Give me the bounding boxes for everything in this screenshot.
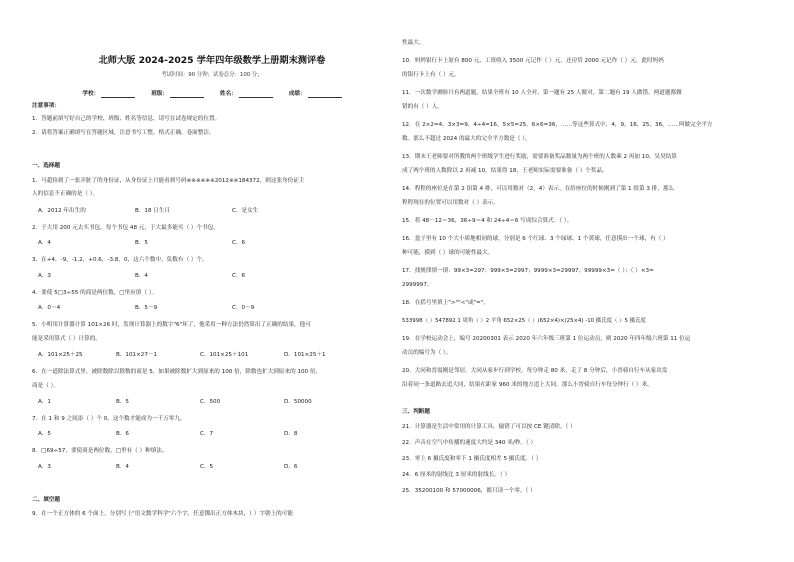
question-7: 7．在 1 和 9 之间添（ ）个 0，这个数才能成为一千万零九。 bbox=[32, 416, 186, 422]
option-c[interactable]: C．6 bbox=[232, 240, 246, 246]
option-b[interactable]: B．18 日生日 bbox=[135, 208, 171, 214]
option-d[interactable]: D．50000 bbox=[284, 399, 312, 405]
question-1-cont: 人的信息不正确的是（ ）。 bbox=[32, 191, 99, 197]
question-13-cont: 成了两个班的人数除以 2 再减 10，结果得 18，王老师实际需要准备（ ）个奖品。 bbox=[402, 168, 608, 174]
section-choice: 一、选择题 bbox=[32, 163, 60, 169]
question-12: 12．在 2×2=4，3×3=9，4÷4=16，5×5=25，6×6=36，……等这些算式中，4，9，16，25，36，……叫做完全平方 bbox=[402, 122, 713, 128]
option-a[interactable]: A．4 bbox=[38, 240, 51, 246]
page-title: 北师大版 2024-2025 学年四年级数学上册期末测评卷 bbox=[98, 55, 326, 66]
question-9: 9．在一个正方体的 6 个面上，分别写上"语文数学科学"六个字，任意掷出正方体木块，（ ）字朝上的可能 bbox=[32, 511, 293, 517]
notice-heading: 注意事项： bbox=[32, 103, 60, 109]
name-field[interactable]: 姓名： bbox=[220, 91, 273, 98]
question-4: 4．要使 5□3÷55 的商是两位数，□里应填（ ）。 bbox=[32, 290, 158, 296]
option-d[interactable]: D．8 bbox=[284, 431, 298, 437]
option-c[interactable]: C．101×25＋101 bbox=[200, 352, 249, 358]
question-17: 17．找规律填一填：99×3=297；999×3=2997；9999×3=29997；99999×3=（ ）；（ ）×3= bbox=[402, 268, 654, 274]
section-true-false: 三、判断题 bbox=[402, 409, 430, 415]
option-a[interactable]: A．3 bbox=[38, 273, 51, 279]
option-c[interactable]: C．6 bbox=[232, 273, 246, 279]
question-24: 24．6 厘米的射线比 3 厘米的射线长。（ ） bbox=[402, 472, 511, 478]
question-14: 14．程程的座位是在第 2 组第 4 排，可以用数对（2，4）表示，在给座位的时候刚到了第 1 组第 3 排，那么 bbox=[402, 186, 675, 192]
option-b[interactable]: B．5 bbox=[116, 399, 129, 405]
question-9-cont: 性最大。 bbox=[402, 40, 425, 46]
question-5-cont: 能是采用算式（ ）计算的。 bbox=[32, 336, 101, 342]
question-19-cont: 动员的编号为（ ）。 bbox=[402, 350, 452, 356]
question-11: 11．一次数学测验只有两道题，结果全班有 10 人全对，第一题有 25 人做对，第二题有 19 人做错，两道题都做 bbox=[402, 90, 682, 96]
question-8-options bbox=[38, 464, 297, 471]
question-4-options bbox=[38, 305, 254, 312]
question-7-options bbox=[38, 431, 297, 438]
option-d[interactable]: D．101×25＋1 bbox=[284, 352, 326, 358]
left-column bbox=[32, 0, 392, 562]
option-c[interactable]: C．5 bbox=[200, 464, 214, 470]
question-3-options bbox=[38, 273, 245, 280]
right-column bbox=[402, 0, 774, 562]
option-a[interactable]: A．1 bbox=[38, 399, 51, 405]
student-info-fields bbox=[32, 91, 392, 98]
question-21: 21．计算器是生活中常用的计算工具，输错了可以按 CE 键清除。（ ） bbox=[402, 424, 576, 430]
question-16-cont: 种可能，摸到（ ）球的可能性最大。 bbox=[402, 250, 494, 256]
question-20: 20．大同和晋震刚是邻居。大同从家步行到学校，每分钟走 80 米，走了 8 分钟后，小晋骑自行车从家出发 bbox=[402, 368, 668, 374]
question-23: 23．零上 6 摄氏度和零下 1 摄氏度相差 5 摄氏度。（ ） bbox=[402, 456, 542, 462]
option-d[interactable]: D．6 bbox=[284, 464, 298, 470]
section-fill-in: 二、填空题 bbox=[32, 497, 60, 503]
option-c[interactable]: C．是女生 bbox=[232, 208, 259, 214]
question-13: 13．期末王老师要对所教的两个班级学生进行奖励，需要准备奖品数量为两个班的人数乘 2 再加 10，吴昊结算 bbox=[402, 154, 677, 160]
question-8: 8．□69÷57，要使商是两位数，□里有（ ）种填法。 bbox=[32, 448, 168, 454]
question-18-items: 533998（ ）547892 1 周角（ ）2 平角 652×25（ ）(652×4)×(25×4) -10 摄氏度（ ）5 摄氏度 bbox=[402, 318, 646, 324]
question-18: 18．在括号里填上">""<"或"="。 bbox=[402, 300, 489, 306]
option-b[interactable]: B．6 bbox=[116, 431, 129, 437]
option-a[interactable]: A．5 bbox=[38, 431, 51, 437]
school-field[interactable]: 学校： bbox=[82, 91, 135, 98]
question-14-cont: 程程现在的位置可以用数对（ ）表示。 bbox=[402, 200, 499, 206]
question-3: 3．在+4，-9，-1.2，+0.6，-3.8，0，这六个数中，负数有（ ）个。 bbox=[32, 257, 208, 263]
question-10-cont: 的银行卡上有（ ）元。 bbox=[402, 72, 460, 78]
option-c[interactable]: C．0～9 bbox=[232, 305, 255, 311]
option-c[interactable]: C．500 bbox=[200, 399, 221, 405]
question-6: 6．在一道除法算式里，被除数除以除数的商是 5，如果被除数扩大到原来的 100 倍，除数也扩大到原来的 100 倍， bbox=[32, 369, 322, 375]
notice-2: 2．请将答案正确填写在答题区域，注意书写工整，格式正确，卷面整洁。 bbox=[32, 130, 215, 136]
option-a[interactable]: A．101×25＋25 bbox=[38, 352, 83, 358]
question-2: 2．于大用 200 元去买书包，每个书包 48 元，于大最多能买（ ）个书包。 bbox=[32, 225, 219, 231]
question-6-cont: 商是（ ）。 bbox=[32, 383, 59, 389]
question-17-cont: 2999997。 bbox=[402, 282, 433, 288]
option-b[interactable]: B．4 bbox=[116, 464, 129, 470]
question-5: 5．小明用计算器计算 101×26 时，发现计算器上的数字"6"坏了，他采用一种方法仍然算出了正确的结果，他可 bbox=[32, 322, 311, 328]
question-19: 19．在学校运动会上，编号 20200301 表示 2020 年六年级三班第 1 位运动员，则 2020 年四年级六班第 11 位运 bbox=[402, 336, 691, 342]
question-16: 16．盒子里有 10 个大小质地相同的球，分别是 6 个红球、3 个绿球、1 个黄球，任意摸出一个球，有（ ） bbox=[402, 236, 669, 242]
option-a[interactable]: A．0～4 bbox=[38, 305, 61, 311]
question-10: 10．妈妈银行卡上原有 800 元，工资收入 3500 元记作（ ）元，还房贷 2000 元记作（ ）元，此时妈妈 bbox=[402, 58, 664, 64]
question-20-cont: 沿着同一条道路去追大同，结果在距家 960 米的地方追上大同。那么小晋骑自行车每分钟行（ ）米。 bbox=[402, 382, 653, 388]
option-b[interactable]: B．4 bbox=[135, 273, 148, 279]
question-1-options bbox=[38, 208, 258, 215]
question-22: 22．声音在空气中传播的速度大约是 340 米/秒。（ ） bbox=[402, 440, 537, 446]
option-b[interactable]: B．5～9 bbox=[135, 305, 158, 311]
option-b[interactable]: B．5 bbox=[135, 240, 148, 246]
option-a[interactable]: A．3 bbox=[38, 464, 51, 470]
option-a[interactable]: A．2012 年出生的 bbox=[38, 208, 86, 214]
question-5-options bbox=[38, 352, 326, 359]
question-25: 25．35200100 和 57000006，都只读一个零。（ ） bbox=[402, 488, 536, 494]
question-2-options bbox=[38, 240, 245, 247]
option-b[interactable]: B．101×27－1 bbox=[116, 352, 158, 358]
question-15: 15．将 48－12＝36，36÷9＝4 和 24÷4＝6 写成综合算式：（ ）。 bbox=[402, 218, 573, 224]
class-field[interactable]: 班级： bbox=[151, 91, 204, 98]
question-1: 1．马超捡到了一张弄脏了的身份证，从身份证上只能看到号码※※※※※※2012※※184372，则这张身份证主 bbox=[32, 178, 305, 184]
score-field[interactable]: 成绩： bbox=[289, 91, 342, 98]
exam-subtitle: 考试时间：90 分钟；试卷总分：100 分； bbox=[161, 72, 263, 78]
question-12-cont: 数。那么不超过 2024 的最大的完全平方数是（ ）。 bbox=[402, 136, 531, 142]
question-11-cont: 错的有（ ）人。 bbox=[402, 104, 443, 110]
option-c[interactable]: C．7 bbox=[200, 431, 214, 437]
notice-1: 1．答题前填写好自己的学校、班级、姓名等信息，请写在试卷规定的位置。 bbox=[32, 116, 221, 122]
question-6-options bbox=[38, 399, 312, 406]
